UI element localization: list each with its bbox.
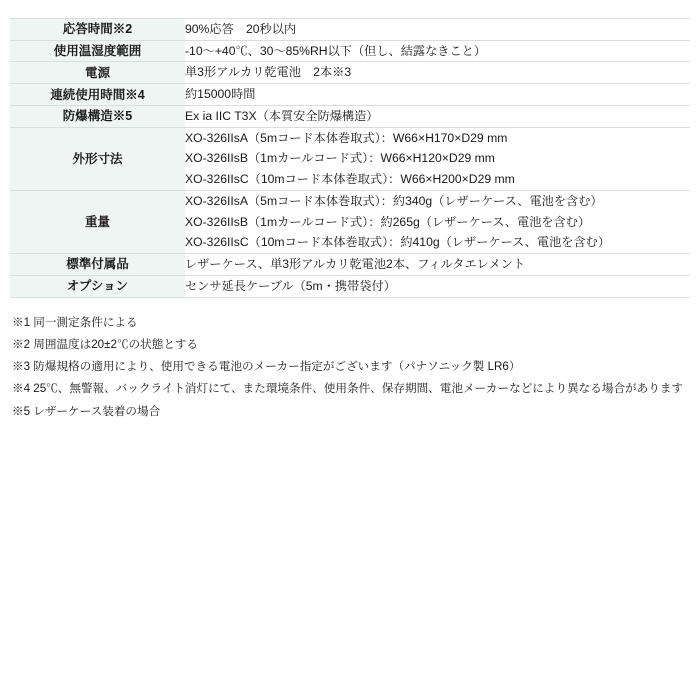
table-row: [10, 40, 690, 62]
footnote-item: ※2 周囲温度は20±2℃の状態とする: [12, 337, 199, 351]
value-line: 単3形アルカリ乾電池 2本※3: [185, 65, 352, 80]
value-line: Ex ia IIC T3X（本質安全防爆構造）: [185, 108, 379, 123]
value-line: レザーケース、単3形アルカリ乾電池2本、フィルタエレメント: [185, 257, 526, 272]
row-label: 防爆構造※5: [10, 105, 185, 127]
row-value: [185, 127, 690, 190]
row-value: [185, 105, 690, 127]
value-line: XO-326IIsB（1mカールコード式）：約265g（レザーケース、電池を含む）: [185, 214, 591, 229]
value-line: XO-326IIsC（10mコード本体巻取式）：約410g（レザーケース、電池を含む）: [185, 235, 611, 250]
row-value: [185, 19, 690, 41]
value-line: センサ延長ケーブル（5m・携帯袋付）: [185, 278, 396, 293]
table-row: [10, 127, 690, 190]
footnote-item: ※3 防爆規格の適用により、使用できる電池のメーカー指定がございます（パナソニック製 LR6）: [12, 360, 521, 374]
row-value: [185, 84, 690, 106]
row-label: 標準付属品: [10, 254, 185, 276]
table-body: [10, 19, 690, 298]
value-line: XO-326IIsA（5mコード本体巻取式）：約340g（レザーケース、電池を含む）: [185, 193, 603, 208]
row-value: [185, 190, 690, 253]
row-value: [185, 40, 690, 62]
table-row: [10, 19, 690, 41]
row-label: 応答時間※2: [10, 19, 185, 41]
footnote-item: ※4 25℃、無警報、バックライト消灯にて、また環境条件、使用条件、保存期間、電池メーカーなどにより異なる場合があります: [12, 382, 684, 396]
footnote-item: ※1 同一測定条件による: [12, 315, 138, 329]
table-row: [10, 105, 690, 127]
value-line: 約15000時間: [185, 87, 256, 102]
value-line: -10〜+40℃、30〜85%RH以下（但し、結露なきこと）: [185, 43, 487, 58]
table-row: [10, 84, 690, 106]
specification-table: [10, 18, 690, 298]
table-row: [10, 275, 690, 297]
row-value: [185, 62, 690, 84]
table-row: [10, 254, 690, 276]
row-value: [185, 254, 690, 276]
table-row: [10, 62, 690, 84]
row-label: オプション: [10, 275, 185, 297]
row-label: 電源: [10, 62, 185, 84]
row-label: 使用温湿度範囲: [10, 40, 185, 62]
value-line: XO-326IIsC（10mコード本体巻取式）：W66×H200×D29 mm: [185, 172, 515, 187]
table-row: [10, 190, 690, 253]
value-line: XO-326IIsB（1mカールコード式）：W66×H120×D29 mm: [185, 151, 495, 166]
footnote-item: ※5 レザーケース装着の場合: [12, 404, 161, 418]
value-line: 90%応答 20秒以内: [185, 22, 297, 36]
row-label: 重量: [10, 190, 185, 253]
value-line: XO-326IIsA（5mコード本体巻取式）：W66×H170×D29 mm: [185, 130, 508, 145]
row-value: [185, 275, 690, 297]
row-label: 外形寸法: [10, 127, 185, 190]
footnotes: [10, 312, 692, 423]
row-label: 連続使用時間※4: [10, 84, 185, 106]
